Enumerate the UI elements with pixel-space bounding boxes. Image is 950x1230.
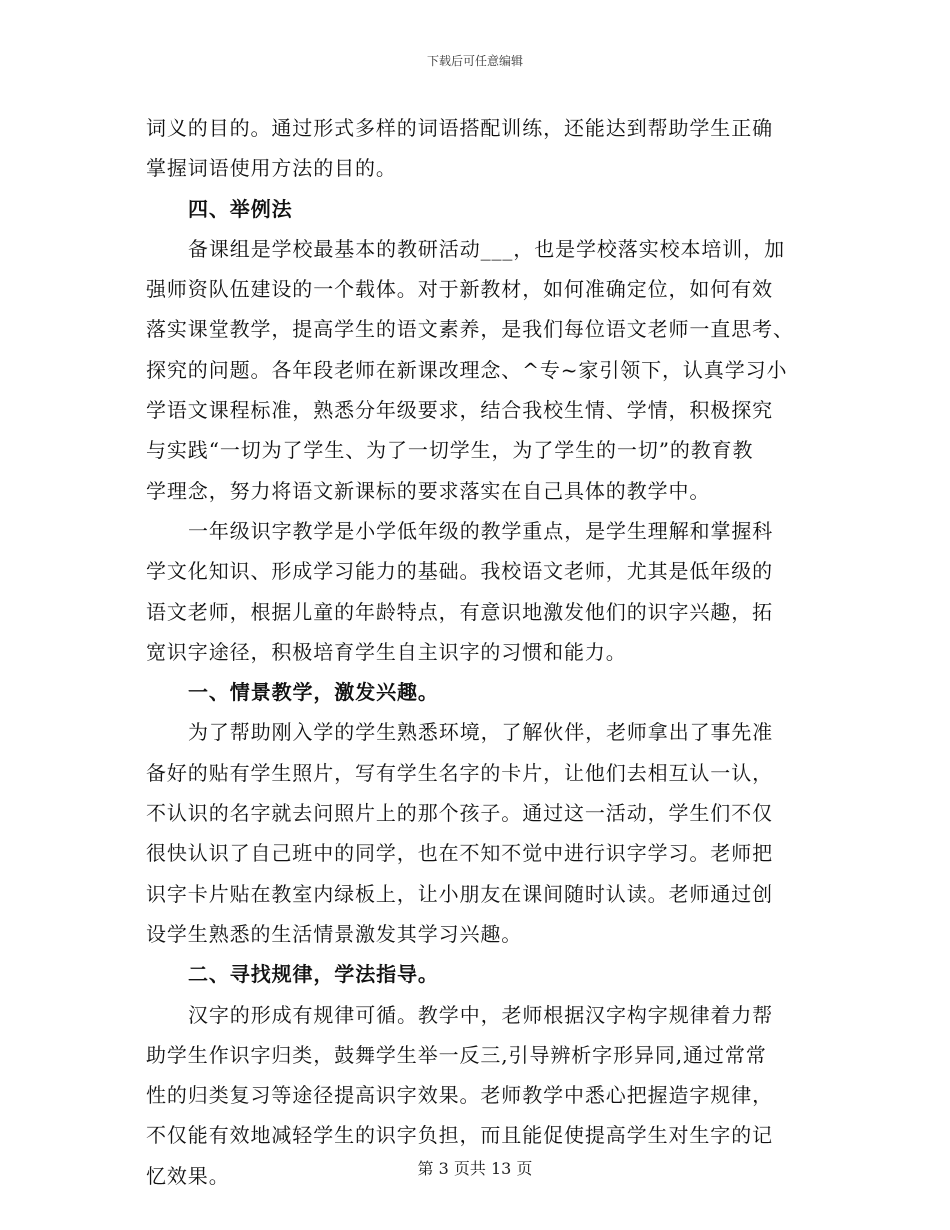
paragraph-line: 性的归类复习等途径提高识字效果。老师教学中悉心把握造字规律， [146,1083,773,1108]
paragraph-line: 识字卡片贴在教室内绿板上，让小朋友在课间随时认读。老师通过创 [146,881,773,906]
paragraph-line: 强师资队伍建设的一个载体。对于新教材，如何准确定位，如何有效 [146,277,773,302]
section-heading: 四、举例法 [188,196,293,221]
paragraph-line: 落实课堂教学，提高学生的语文素养，是我们每位语文老师一直思考、 [146,317,794,342]
paragraph-line: 忆效果。 [146,1163,230,1188]
paragraph-line: 一年级识字教学是小学低年级的教学重点，是学生理解和掌握科 [188,518,774,543]
paragraph-line: 备好的贴有学生照片，写有学生名字的卡片，让他们去相互认一认， [146,760,773,785]
paragraph-line: 掌握词语使用方法的目的。 [146,156,397,181]
paragraph-line: 词义的目的。通过形式多样的词语搭配训练，还能达到帮助学生正确 [146,116,773,140]
paragraph-line: 助学生作识字归类，鼓舞学生举一反三,引导辨析字形异同,通过常常 [146,1042,767,1067]
paragraph-line: 备课组是学校最基本的教研活动___，也是学校落实校本培训，加 [188,236,785,261]
paragraph-line: 为了帮助刚入学的学生熟悉环境，了解伙伴，老师拿出了事先准 [188,720,774,745]
paragraph-line: 汉字的形成有规律可循。教学中，老师根据汉字构字规律着力帮 [188,1002,774,1027]
paragraph-line: 学文化知识、形成学习能力的基础。我校语文老师，尤其是低年级的 [146,559,773,584]
paragraph-line: 探究的问题。各年段老师在新课改理念、^专~家引领下，认真学习小 [146,357,788,382]
page-footer: 第 3 页共 13 页 [417,1159,533,1178]
paragraph-line: 语文老师，根据儿童的年龄特点，有意识地激发他们的识字兴趣，拓 [146,599,773,624]
paragraph-line: 学理念，努力将语文新课标的要求落实在自己具体的教学中。 [146,478,711,503]
section-heading: 二、寻找规律，学法指导。 [188,962,439,987]
paragraph-line: 宽识字途径，积极培育学生自主识字的习惯和能力。 [146,639,627,664]
page-header: 下载后可任意编辑 [426,54,523,68]
paragraph-line: 设学生熟悉的生活情景激发其学习兴趣。 [146,921,523,946]
paragraph-line: 与实践“一切为了学生、为了一切学生，为了学生的一切”的教育教 [146,438,754,463]
paragraph-line: 很快认识了自己班中的同学，也在不知不觉中进行识字学习。老师把 [146,841,773,866]
paragraph-line: 不认识的名字就去问照片上的那个孩子。通过这一活动，学生们不仅 [146,801,773,826]
document-body [146,108,806,1196]
paragraph-line: 不仅能有效地减轻学生的识字负担，而且能促使提高学生对生字的记 [146,1123,773,1148]
section-heading: 一、情景教学，激发兴趣。 [188,680,439,705]
paragraph-line: 学语文课程标准，熟悉分年级要求，结合我校生情、学情，积极探究 [146,398,773,423]
